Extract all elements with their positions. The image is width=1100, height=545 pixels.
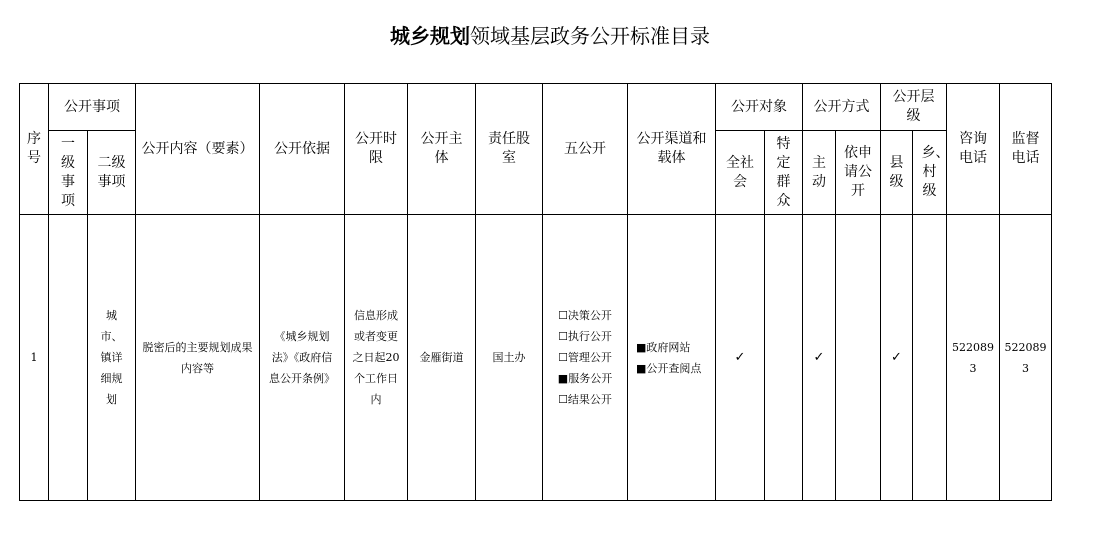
header-office: 责任股室 [476, 84, 543, 215]
header-method-apply: 依申请公开 [836, 131, 881, 215]
header-method-active: 主动 [803, 131, 836, 215]
cell-basis: 《城乡规划法》《政府信息公开条例》 [260, 215, 345, 501]
cell-time-limit: 信息形成或者变更之日起20个工作日内 [345, 215, 408, 501]
five-list [543, 305, 627, 410]
cell-level2: 城市、镇详细规划 [88, 215, 136, 501]
channel-reading-point: ■公开查阅点 [636, 361, 702, 375]
header-target-specific: 特定群众 [765, 131, 803, 215]
five-result: ☐结果公开 [558, 393, 612, 406]
title-rest: 领域基层政务公开标准目录 [470, 24, 710, 48]
header-five: 五公开 [543, 84, 628, 215]
header-channel: 公开渠道和载体 [628, 84, 716, 215]
header-level1: 一级事项 [49, 131, 88, 215]
header-target: 公开对象 [716, 84, 803, 131]
five-management: ☐管理公开 [558, 351, 612, 364]
cell-office: 国土办 [476, 215, 543, 501]
cell-method-apply [836, 215, 881, 501]
header-time-limit: 公开时限 [345, 84, 408, 215]
cell-supervise: 5220893 [1000, 215, 1052, 501]
header-tier: 公开层级 [881, 84, 947, 131]
header-consult: 咨询电话 [947, 84, 1000, 215]
header-matters: 公开事项 [49, 84, 136, 131]
five-service: ■服务公开 [557, 372, 613, 385]
catalog-table [19, 83, 1052, 501]
table-row [20, 215, 1052, 501]
header-method: 公开方式 [803, 84, 881, 131]
header-tier-county: 县级 [881, 131, 913, 215]
header-level2: 二级事项 [88, 131, 136, 215]
cell-target-specific [765, 215, 803, 501]
page-title [0, 22, 1100, 50]
header-basis: 公开依据 [260, 84, 345, 215]
cell-consult: 5220893 [947, 215, 1000, 501]
cell-five [543, 215, 628, 501]
channel-website: ■政府网站 [636, 340, 691, 354]
header-supervise: 监督电话 [1000, 84, 1052, 215]
header-seq: 序号 [20, 84, 49, 215]
channel-list [628, 337, 715, 379]
header-subject: 公开主体 [408, 84, 476, 215]
header-target-all: 全社会 [716, 131, 765, 215]
cell-subject: 金雁街道 [408, 215, 476, 501]
five-execution: ☐执行公开 [558, 330, 612, 343]
cell-content: 脱密后的主要规划成果内容等 [136, 215, 260, 501]
check-icon: ✓ [803, 215, 836, 501]
cell-channel [628, 215, 716, 501]
header-tier-town: 乡、村级 [913, 131, 947, 215]
cell-seq: 1 [20, 215, 49, 501]
cell-tier-town [913, 215, 947, 501]
header-content: 公开内容（要素） [136, 84, 260, 215]
check-icon: ✓ [716, 215, 765, 501]
cell-level1 [49, 215, 88, 501]
title-bold: 城乡规划 [390, 24, 470, 48]
check-icon: ✓ [881, 215, 913, 501]
five-decision: ☐决策公开 [558, 309, 612, 322]
